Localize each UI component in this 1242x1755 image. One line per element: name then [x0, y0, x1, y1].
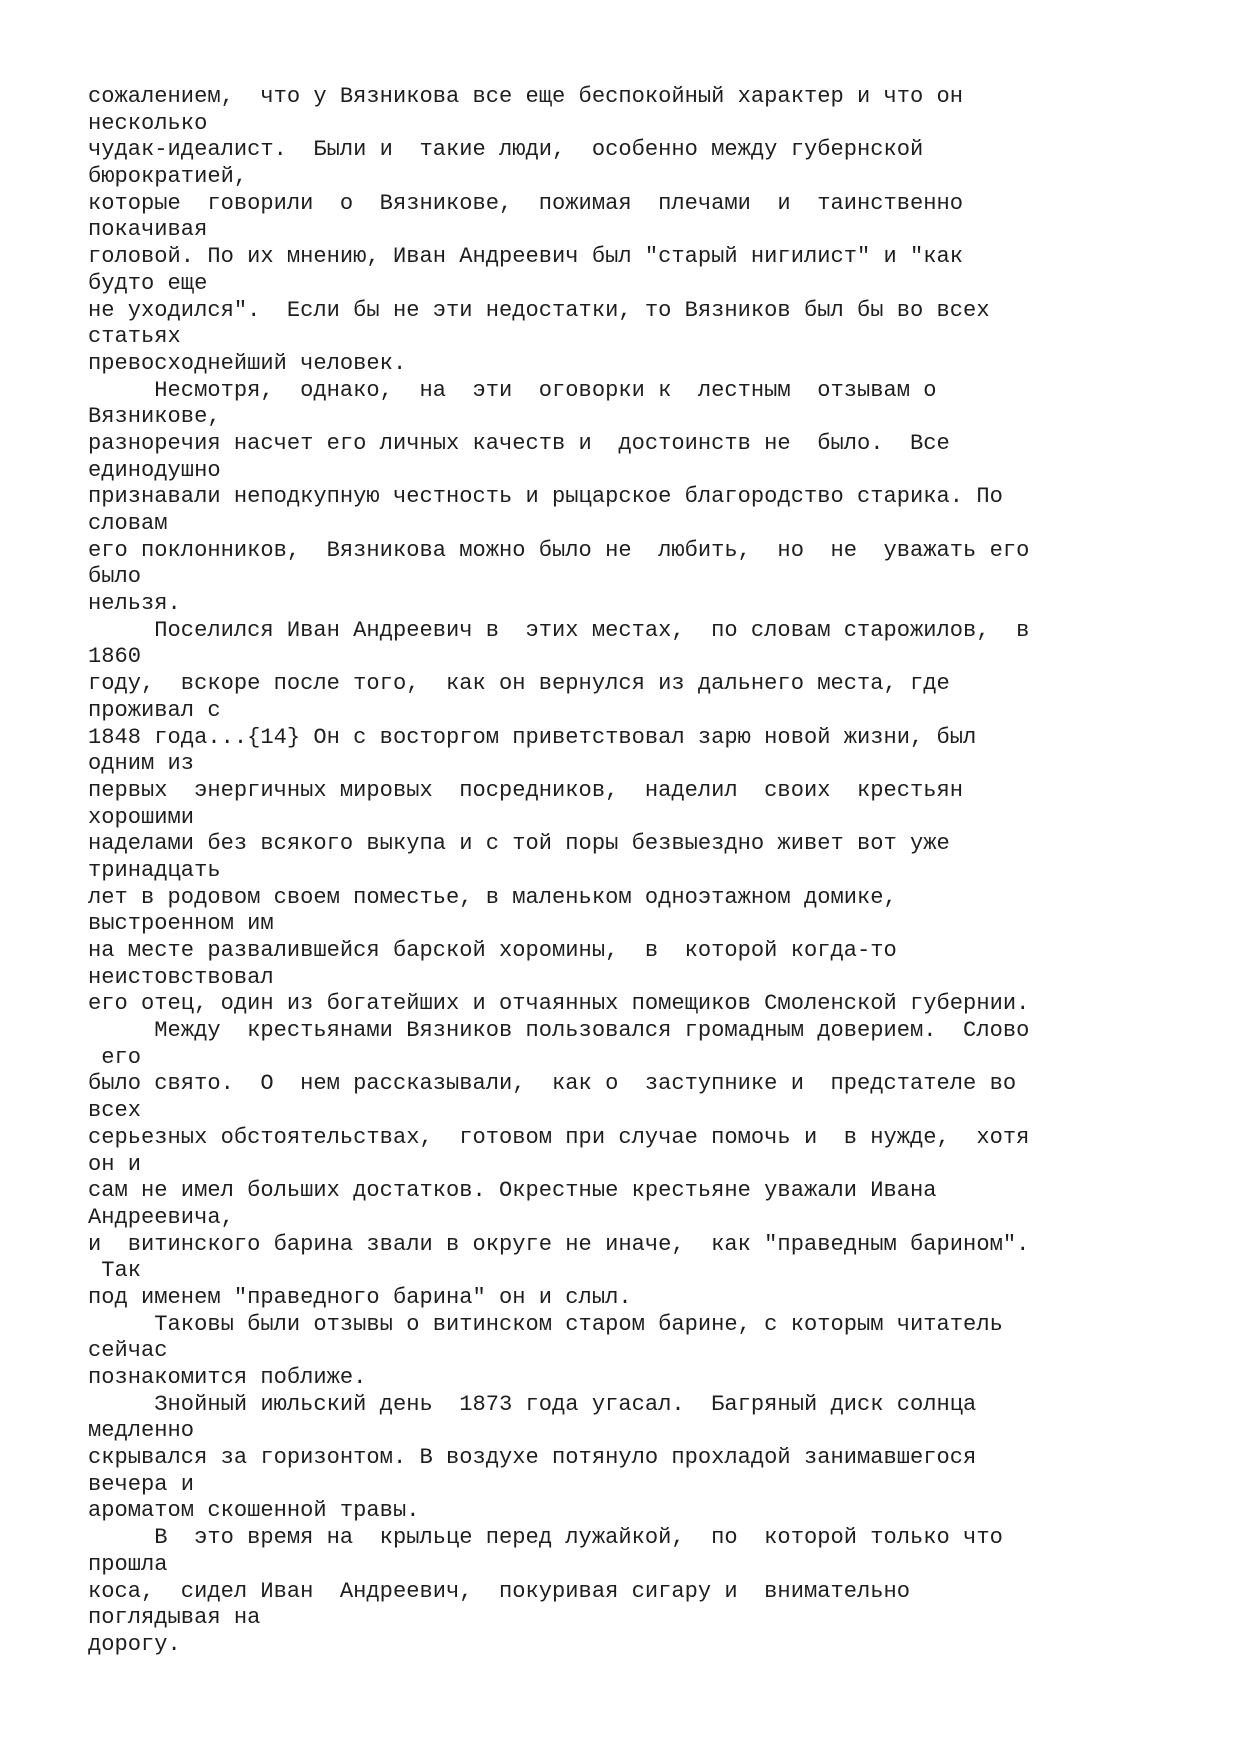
text-line: Вязникове,: [88, 404, 221, 430]
text-line: наделами без всякого выкупа и с той поры безвыездно живет вот уже: [88, 831, 950, 857]
text-line: В это время на крыльце перед лужайкой, по которой только что: [88, 1525, 1003, 1551]
text-line: словам: [88, 511, 168, 536]
text-line: познакомится поближе.: [88, 1365, 367, 1390]
text-line: одним из: [88, 751, 195, 777]
text-line: тринадцать: [88, 857, 221, 883]
text-line: коса, сидел Иван Андреевич, покуривая сигару и внимательно: [88, 1578, 911, 1604]
text-line: Между крестьянами Вязников пользовался громадным доверием. Слово: [88, 1018, 1030, 1044]
text-line: 1848 года...{14} Он с восторгом приветствовал зарю новой жизни, был: [88, 724, 977, 750]
text-line: было свято. О нем рассказывали, как о заступнике и предстателе во: [88, 1071, 1017, 1097]
text-line: и витинского барина звали в округе не иначе, как "праведным барином".: [88, 1231, 1030, 1257]
document-page: [88, 84, 1188, 1659]
text-line: Андреевича,: [88, 1204, 234, 1230]
text-line: году, вскоре после того, как он вернулся из дальнего места, где: [88, 671, 950, 697]
text-line: будто еще: [88, 270, 208, 296]
text-line: не уходился". Если бы не эти недостатки, то Вязников был бы во всех: [88, 297, 990, 323]
text-line: бюрократией,: [88, 164, 248, 190]
text-line: Так: [88, 1258, 142, 1284]
text-line: медленно: [88, 1418, 195, 1444]
text-line: прошла: [88, 1551, 168, 1577]
text-line: хорошими: [88, 804, 195, 830]
text-line: неистовствовал: [88, 964, 274, 990]
text-line: Знойный июльский день 1873 года угасал. Багряный диск солнца: [88, 1391, 977, 1417]
text-line: сейчас: [88, 1338, 168, 1364]
text-line: дорогу.: [88, 1631, 181, 1657]
text-line: поглядывая на: [88, 1605, 261, 1631]
text-line: было: [88, 564, 142, 590]
text-line: скрывался за горизонтом. В воздухе потянуло прохладой занимавшегося: [88, 1445, 977, 1471]
text-line: он и: [88, 1151, 142, 1177]
text-line: Таковы были отзывы о витинском старом барине, с которым читатель: [88, 1311, 1003, 1337]
text-line: его: [88, 1044, 142, 1070]
text-line: Поселился Иван Андреевич в этих местах, по словам старожилов, в: [88, 617, 1030, 643]
text-line: чудак-идеалист. Были и такие люди, особенно между губернской: [88, 137, 924, 163]
text-line: серьезных обстоятельствах, готовом при случае помочь и в нужде, хотя: [88, 1124, 1030, 1150]
text-line: разноречия насчет его личных качеств и достоинств не было. Все: [88, 430, 950, 456]
text-line: статьях: [88, 324, 181, 350]
text-line: сожалением, что у Вязникова все еще беспокойный характер и что он: [88, 84, 964, 109]
text-line: вечера и: [88, 1471, 195, 1497]
text-line: покачивая: [88, 217, 208, 243]
text-line: Несмотря, однако, на эти оговорки к лестным отзывам о: [88, 377, 937, 403]
text-line: его отец, один из богатейших и отчаянных помещиков Смоленской губернии.: [88, 991, 1030, 1017]
text-line: его поклонников, Вязникова можно было не любить, но не уважать его: [88, 537, 1030, 563]
text-line: на месте развалившейся барской хоромины, в которой когда-то: [88, 938, 897, 963]
text-line: всех: [88, 1098, 142, 1124]
text-line: выстроенном им: [88, 911, 274, 937]
text-line: единодушно: [88, 457, 221, 483]
text-line: нельзя.: [88, 591, 181, 617]
text-line: под именем "праведного барина" он и слыл.: [88, 1284, 632, 1310]
text-line: первых энергичных мировых посредников, наделил своих крестьян: [88, 777, 964, 803]
text-line: головой. По их мнению, Иван Андреевич был "старый нигилист" и "как: [88, 244, 964, 270]
text-line: ароматом скошенной травы.: [88, 1498, 420, 1524]
text-line: лет в родовом своем поместье, в маленьком одноэтажном домике,: [88, 884, 897, 910]
text-line: несколько: [88, 110, 208, 136]
text-line: проживал с: [88, 697, 221, 723]
text-line: которые говорили о Вязникове, пожимая плечами и таинственно: [88, 190, 964, 216]
text-line: сам не имел больших достатков. Окрестные крестьяне уважали Ивана: [88, 1178, 937, 1204]
text-line: превосходнейший человек.: [88, 350, 407, 376]
text-line: признавали неподкупную честность и рыцарское благородство старика. По: [88, 484, 1003, 510]
text-line: 1860: [88, 644, 142, 670]
